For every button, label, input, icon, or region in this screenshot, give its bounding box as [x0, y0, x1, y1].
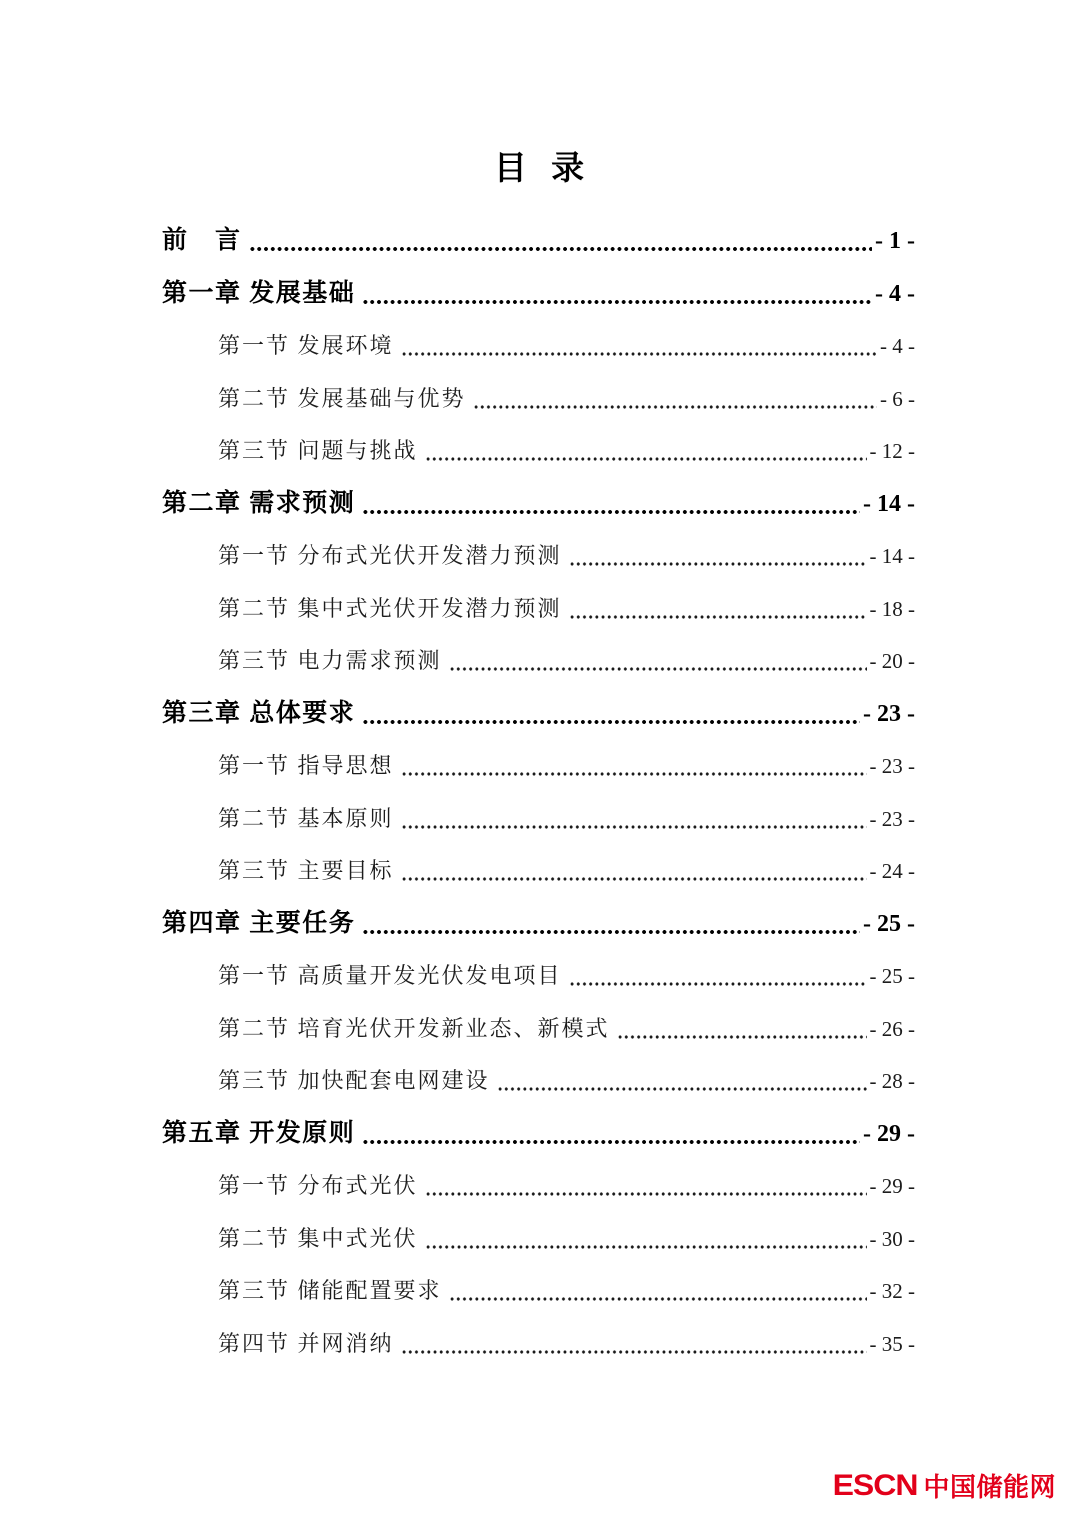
toc-entry-page: - 4 -	[880, 334, 915, 358]
table-of-contents	[0, 215, 1080, 1370]
toc-entry[interactable]	[162, 793, 915, 846]
toc-leader-dots	[249, 215, 873, 268]
toc-entry[interactable]	[162, 478, 915, 531]
toc-entry[interactable]	[162, 1265, 915, 1318]
toc-entry[interactable]	[162, 898, 915, 951]
toc-entry-page: - 14 -	[869, 544, 915, 568]
escn-logo-chinese: 中国储能网	[923, 1472, 1056, 1502]
toc-entry[interactable]	[162, 845, 915, 898]
toc-leader-dots	[401, 1318, 867, 1371]
toc-entry-label: 第二章 需求预测	[162, 489, 356, 517]
toc-entry-label: 第一节 指导思想	[218, 753, 394, 778]
toc-leader-dots	[362, 898, 860, 951]
toc-entry-label: 第三节 电力需求预测	[218, 648, 442, 673]
toc-entry-page: - 18 -	[869, 596, 915, 621]
toc-entry[interactable]	[162, 1108, 915, 1161]
toc-leader-dots	[425, 1213, 867, 1266]
toc-leader-dots	[497, 1055, 867, 1108]
toc-entry-label: 第一节 高质量开发光伏发电项目	[218, 963, 562, 988]
toc-entry[interactable]	[162, 425, 915, 478]
toc-entry-page: - 23 -	[869, 806, 915, 831]
toc-leader-dots	[362, 478, 860, 531]
toc-entry-page: - 26 -	[869, 1016, 915, 1041]
toc-leader-dots	[449, 635, 867, 688]
toc-entry-label: 第三节 加快配套电网建设	[218, 1068, 490, 1093]
toc-entry-label: 第三节 储能配置要求	[218, 1278, 442, 1303]
toc-entry-page: - 23 -	[869, 754, 915, 778]
toc-entry-page: - 30 -	[869, 1226, 915, 1251]
toc-entry-label: 第三节 主要目标	[218, 858, 394, 883]
toc-entry[interactable]	[162, 1003, 915, 1056]
toc-leader-dots	[362, 1108, 860, 1161]
toc-entry[interactable]	[162, 268, 915, 321]
toc-leader-dots	[449, 1265, 867, 1318]
toc-entry-page: - 28 -	[869, 1069, 915, 1093]
toc-entry[interactable]	[162, 950, 915, 1003]
toc-entry-page: - 23 -	[863, 700, 915, 727]
escn-logo-latin: ESCN	[832, 1468, 918, 1502]
toc-entry[interactable]	[162, 688, 915, 741]
toc-entry-page: - 35 -	[869, 1331, 915, 1356]
toc-leader-dots	[617, 1003, 867, 1056]
toc-entry-page: - 14 -	[863, 490, 915, 517]
toc-entry-page: - 29 -	[869, 1174, 915, 1198]
toc-entry[interactable]	[162, 1160, 915, 1213]
toc-leader-dots	[425, 1160, 867, 1213]
toc-entry[interactable]	[162, 1213, 915, 1266]
toc-entry-label: 前 言	[162, 227, 242, 254]
toc-entry-page: - 24 -	[869, 859, 915, 883]
toc-entry-page: - 32 -	[869, 1279, 915, 1303]
toc-entry-page: - 20 -	[869, 649, 915, 673]
toc-entry-page: - 6 -	[880, 386, 915, 411]
toc-entry-page: - 4 -	[875, 280, 915, 307]
escn-logo	[833, 1467, 1056, 1504]
toc-leader-dots	[569, 530, 867, 583]
toc-leader-dots	[473, 373, 877, 426]
toc-entry-page: - 12 -	[869, 439, 915, 463]
toc-entry[interactable]	[162, 373, 915, 426]
toc-entry-label: 第五章 开发原则	[162, 1119, 356, 1147]
toc-entry-label: 第二节 集中式光伏开发潜力预测	[218, 595, 562, 621]
toc-leader-dots	[569, 950, 867, 1003]
toc-entry-label: 第一节 分布式光伏	[218, 1173, 418, 1198]
toc-entry[interactable]	[162, 740, 915, 793]
toc-leader-dots	[425, 425, 867, 478]
toc-leader-dots	[401, 740, 867, 793]
toc-leader-dots	[362, 268, 872, 321]
toc-entry-label: 第三章 总体要求	[162, 699, 356, 727]
toc-entry[interactable]	[162, 1055, 915, 1108]
toc-leader-dots	[569, 583, 867, 636]
toc-entry-label: 第四节 并网消纳	[218, 1330, 394, 1356]
toc-entry-label: 第二节 培育光伏开发新业态、新模式	[218, 1015, 610, 1041]
toc-entry-label: 第一节 分布式光伏开发潜力预测	[218, 543, 562, 568]
toc-entry-label: 第四章 主要任务	[162, 909, 356, 937]
toc-entry[interactable]	[162, 583, 915, 636]
toc-entry-page: - 25 -	[863, 910, 915, 937]
toc-entry-label: 第二节 集中式光伏	[218, 1225, 418, 1251]
toc-leader-dots	[401, 845, 867, 898]
toc-entry-label: 第三节 问题与挑战	[218, 438, 418, 463]
toc-entry-page: - 1 -	[875, 228, 915, 254]
toc-entry-page: - 29 -	[863, 1120, 915, 1147]
toc-entry[interactable]	[162, 530, 915, 583]
toc-entry-label: 第二节 基本原则	[218, 805, 394, 831]
toc-entry[interactable]	[162, 1318, 915, 1371]
toc-entry-label: 第二节 发展基础与优势	[218, 385, 466, 411]
toc-entry[interactable]	[162, 635, 915, 688]
page-title: 目 录	[493, 151, 587, 187]
toc-entry-label: 第一章 发展基础	[162, 279, 356, 307]
toc-leader-dots	[401, 793, 867, 846]
toc-entry-page: - 25 -	[869, 964, 915, 988]
toc-leader-dots	[362, 688, 860, 741]
toc-entry[interactable]	[162, 320, 915, 373]
toc-leader-dots	[401, 320, 877, 373]
toc-entry[interactable]	[162, 215, 915, 268]
toc-entry-label: 第一节 发展环境	[218, 333, 394, 358]
